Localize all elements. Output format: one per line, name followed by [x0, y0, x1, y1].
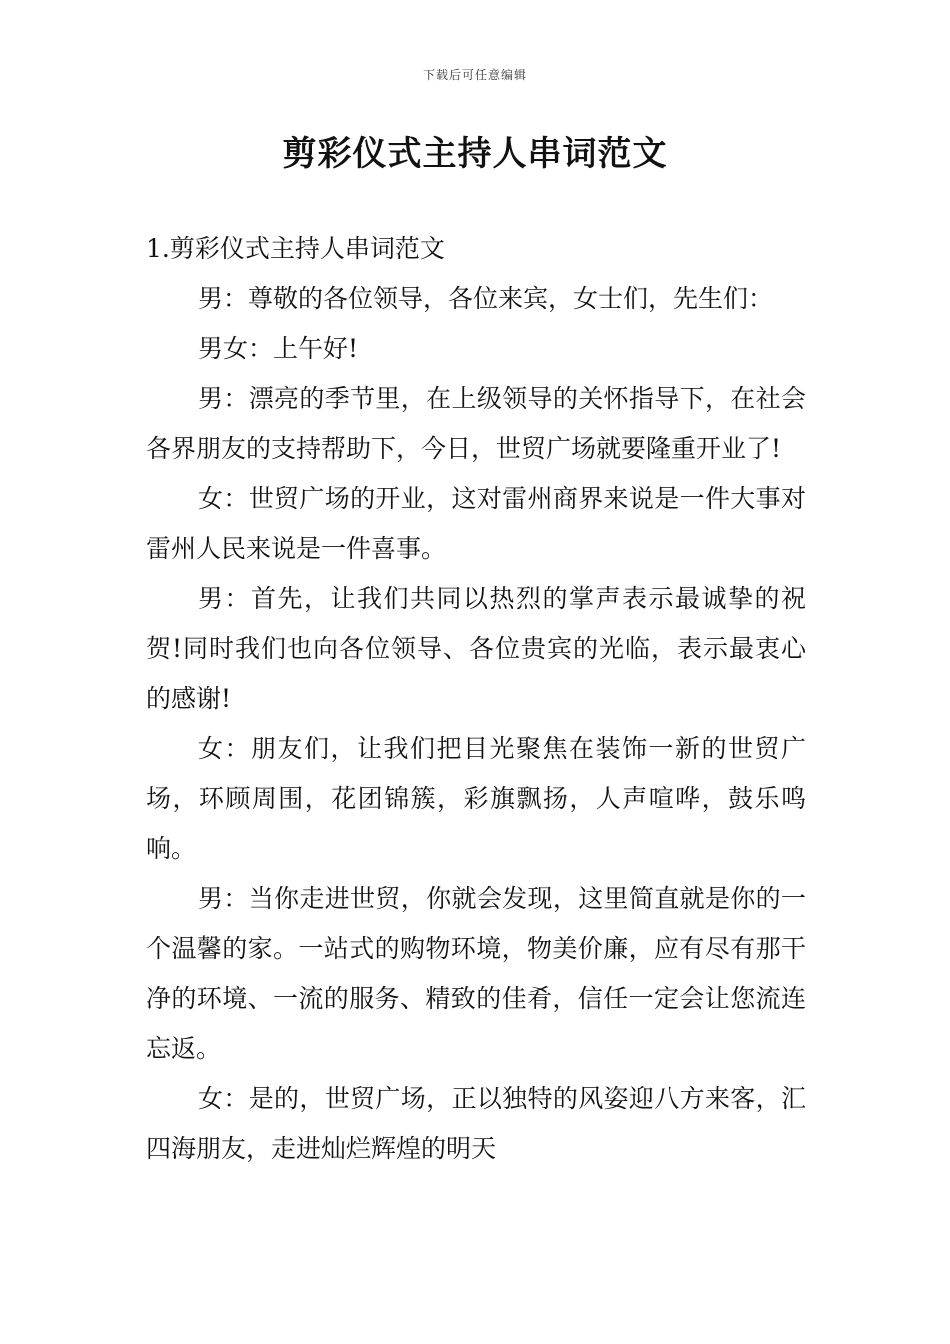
paragraph: 男：当你走进世贸，你就会发现，这里简直就是你的一个温馨的家。一站式的购物环境，物美价廉，应有尽有那干净的环境、一流的服务、精致的佳肴，信任一定会让您流连忘返。 [146, 884, 806, 1063]
section-heading: 1.剪彩仪式主持人串词范文 [146, 234, 445, 263]
paragraph: 女：朋友们，让我们把目光聚焦在装饰一新的世贸广场，环顾周围，花团锦簇，彩旗飘扬，人声喧哗，鼓乐鸣响。 [146, 734, 806, 863]
document-title: 剪彩仪式主持人串词范文 [282, 134, 668, 174]
paragraph: 女：是的，世贸广场，正以独特的风姿迎八方来客，汇四海朋友，走进灿烂辉煌的明天 [146, 1084, 806, 1163]
paragraph: 男：尊敬的各位领导，各位来宾，女士们，先生们： [198, 284, 774, 313]
paragraph: 男女：上午好! [198, 334, 359, 363]
paragraph: 男：漂亮的季节里，在上级领导的关怀指导下，在社会各界朋友的支持帮助下，今日，世贸广场就要隆重开业了! [146, 384, 806, 463]
paragraph: 男：首先，让我们共同以热烈的掌声表示最诚挚的祝贺!同时我们也向各位领导、各位贵宾的光临，表示最衷心的感谢! [146, 584, 806, 713]
paragraph: 女：世贸广场的开业，这对雷州商界来说是一件大事对雷州人民来说是一件喜事。 [146, 484, 806, 563]
document-body [146, 224, 806, 1174]
header-note: 下载后可任意编辑 [422, 68, 527, 82]
